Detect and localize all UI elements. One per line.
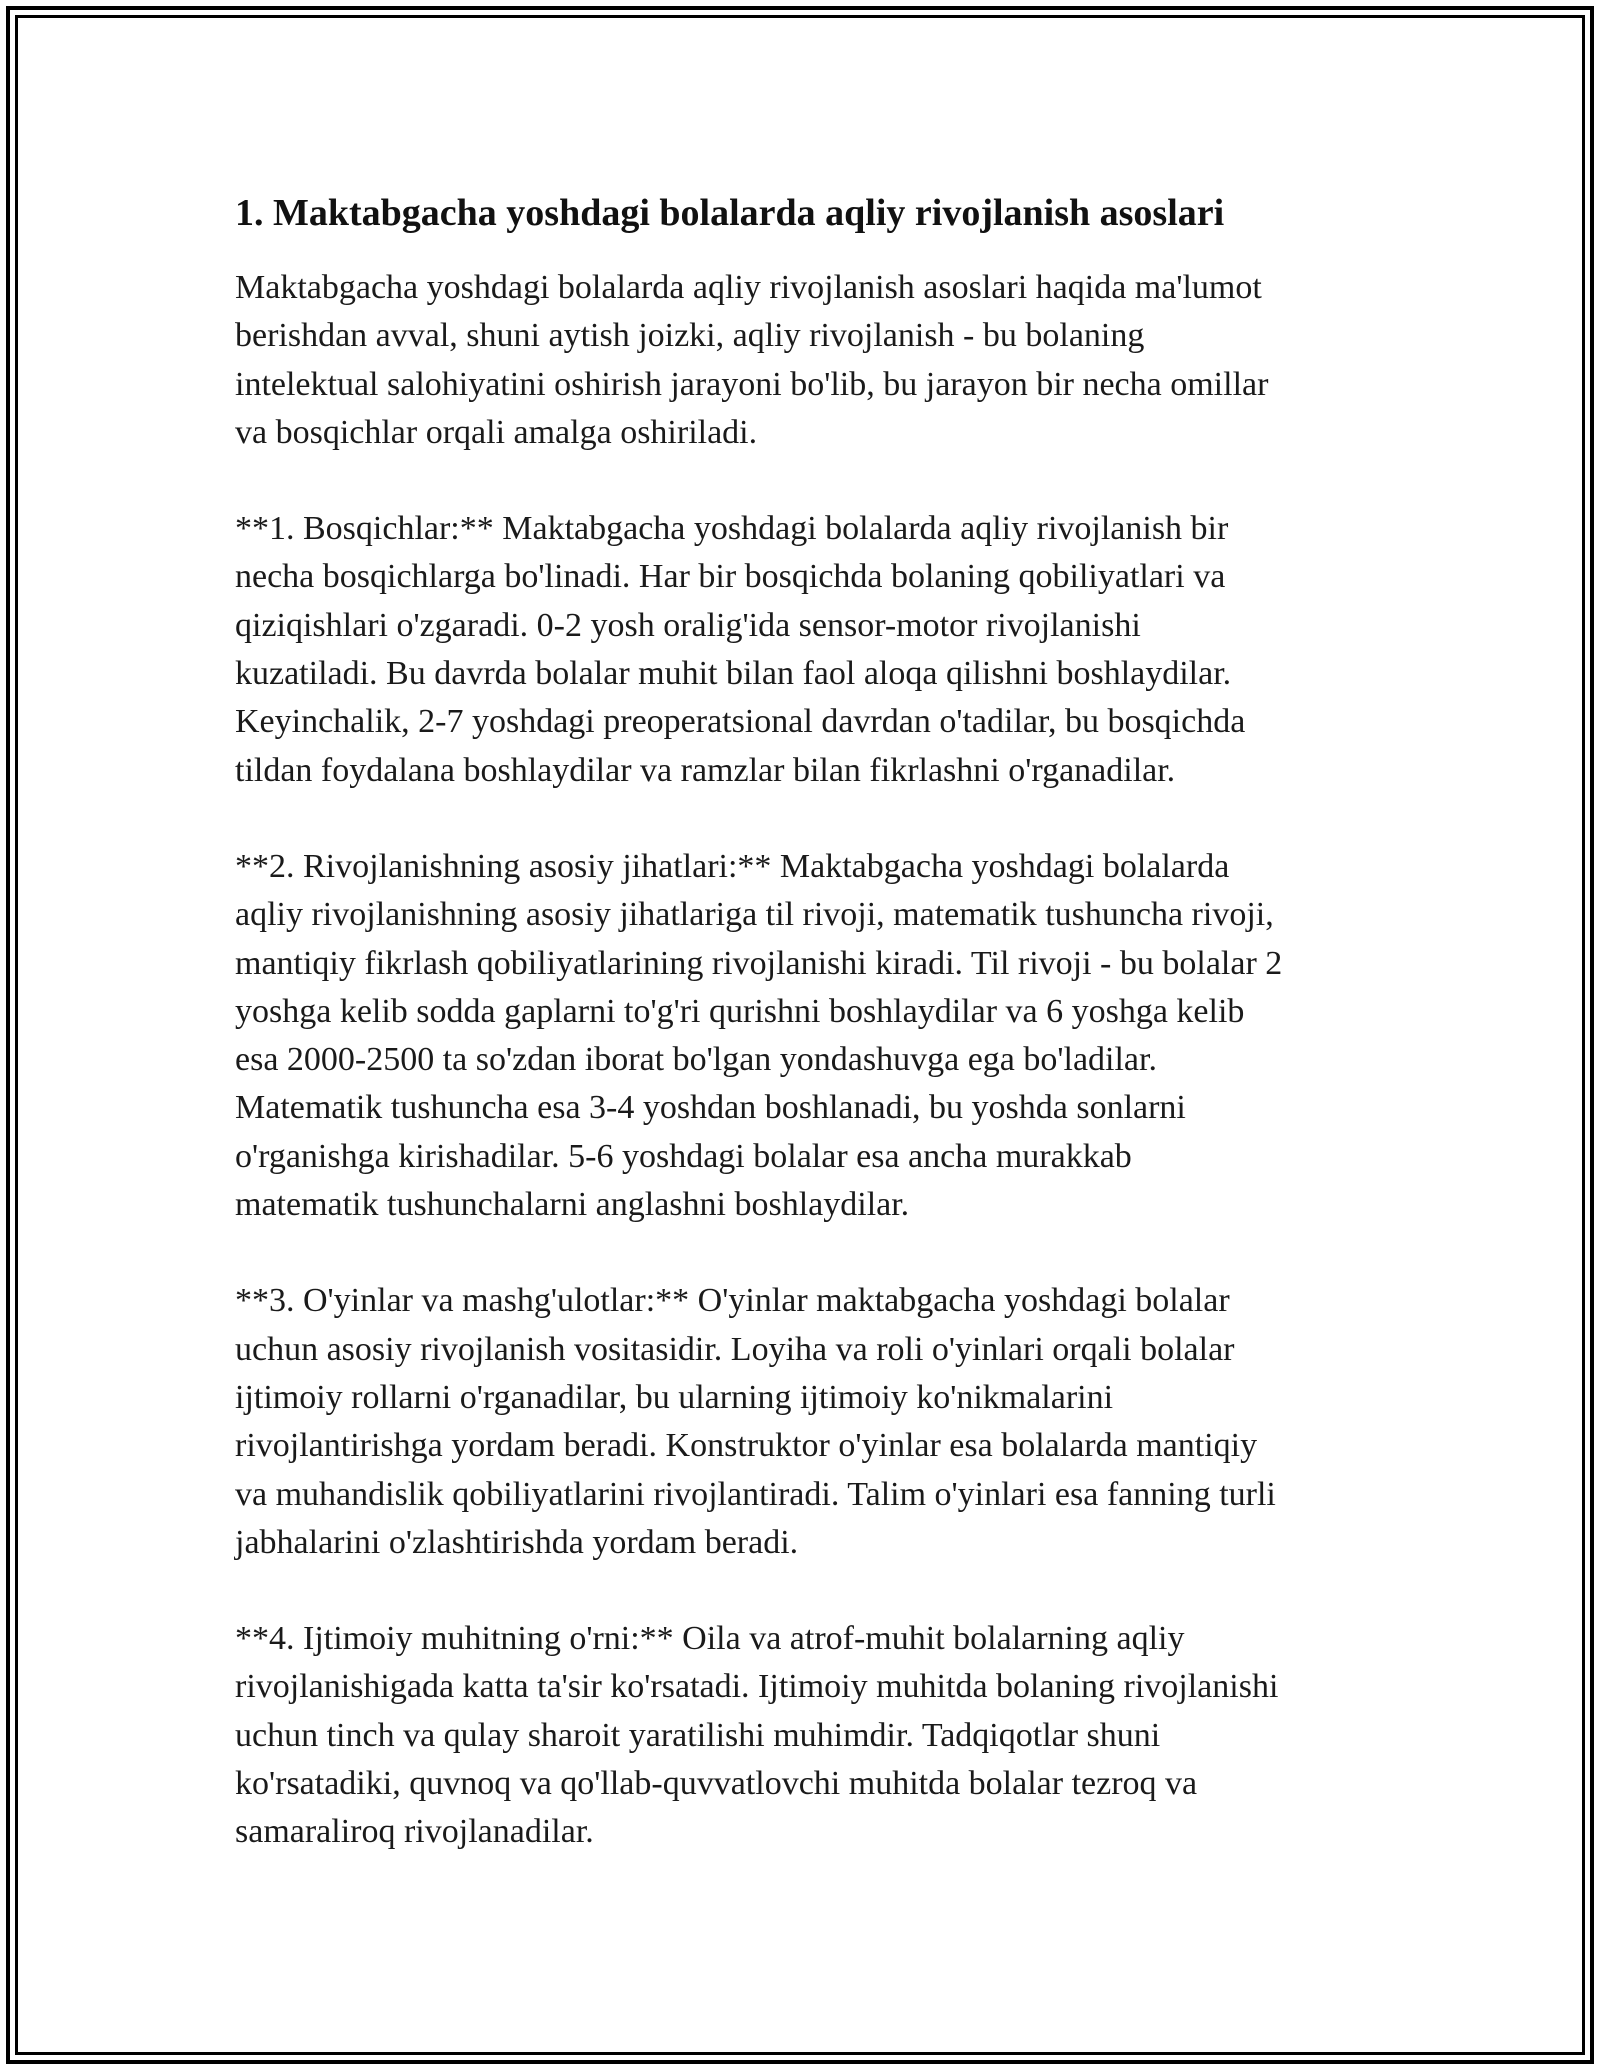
- paragraph-line: jabhalarini o'zlashtirishda yordam beradi.: [235, 1523, 799, 1561]
- paragraph-line: **3. O'yinlar va mashg'ulotlar:** O'yinlar maktabgacha yoshdagi bolalar: [235, 1282, 1230, 1320]
- paragraph-line: uchun asosiy rivojlanish vositasidir. Loyiha va roli o'yinlari orqali bolalar: [235, 1330, 1235, 1368]
- paragraph-line: uchun tinch va qulay sharoit yaratilishi muhimdir. Tadqiqotlar shuni: [235, 1716, 1161, 1754]
- paragraph-line: rivojlanishigada katta ta'sir ko'rsatadi. Ijtimoiy muhitda bolaning rivojlanishi: [235, 1668, 1279, 1706]
- paragraph-4: [235, 1277, 1380, 1567]
- paragraph-line: qiziqishlari o'zgaradi. 0-2 yosh oralig'ida sensor-motor rivojlanishi: [235, 606, 1141, 644]
- paragraph-2: [235, 505, 1380, 795]
- paragraph-line: esa 2000-2500 ta so'zdan iborat bo'lgan yondashuvga ega bo'ladilar.: [235, 1041, 1157, 1079]
- paragraph-line: rivojlantirishga yordam beradi. Konstruktor o'yinlar esa bolalarda mantiqiy: [235, 1427, 1258, 1465]
- document-body: [235, 188, 1380, 1905]
- paragraph-line: berishdan avval, shuni aytish joizki, aqliy rivojlanish - bu bolaning: [235, 317, 1145, 355]
- paragraph-line: ko'rsatadiki, quvnoq va qo'llab-quvvatlovchi muhitda bolalar tezroq va: [235, 1765, 1198, 1803]
- paragraph-line: **4. Ijtimoiy muhitning o'rni:** Oila va atrof-muhit bolalarning aqliy: [235, 1620, 1185, 1658]
- paragraph-line: yoshga kelib sodda gaplarni to'g'ri qurishni boshlaydilar va 6 yoshga kelib: [235, 992, 1245, 1030]
- paragraph-3: [235, 843, 1380, 1229]
- paragraph-line: matematik tushunchalarni anglashni boshlaydilar.: [235, 1186, 910, 1224]
- paragraph-line: aqliy rivojlanishning asosiy jihatlariga til rivoji, matematik tushuncha rivoji,: [235, 896, 1274, 934]
- paragraph-line: **2. Rivojlanishning asosiy jihatlari:** Maktabgacha yoshdagi bolalarda: [235, 847, 1230, 885]
- paragraph-line: tildan foydalana boshlaydilar va ramzlar bilan fikrlashni o'rganadilar.: [235, 751, 1176, 789]
- paragraph-line: kuzatiladi. Bu davrda bolalar muhit bilan faol aloqa qilishni boshlaydilar.: [235, 655, 1232, 693]
- paragraph-line: va muhandislik qobiliyatlarini rivojlantiradi. Talim o'yinlari esa fanning turli: [235, 1475, 1276, 1513]
- paragraph-line: ijtimoiy rollarni o'rganadilar, bu ularning ijtimoiy ko'nikmalarini: [235, 1378, 1114, 1416]
- document-title: 1. Maktabgacha yoshdagi bolalarda aqliy rivojlanish asoslari: [235, 192, 1225, 234]
- paragraph-line: mantiqiy fikrlash qobiliyatlarining rivojlanishi kiradi. Til rivoji - bu bolalar 2: [235, 944, 1283, 982]
- paragraph-5: [235, 1615, 1380, 1856]
- paragraph-line: va bosqichlar orqali amalga oshiriladi.: [235, 413, 758, 451]
- paragraph-line: intelektual salohiyatini oshirish jarayoni bo'lib, bu jarayon bir necha omillar: [235, 365, 1269, 403]
- paragraph-1: [235, 264, 1380, 457]
- paragraph-line: Maktabgacha yoshdagi bolalarda aqliy rivojlanish asoslari haqida ma'lumot: [235, 269, 1262, 306]
- paragraph-line: Keyinchalik, 2-7 yoshdagi preoperatsional davrdan o'tadilar, bu bosqichda: [235, 703, 1246, 741]
- paragraph-line: samaraliroq rivojlanadilar.: [235, 1813, 594, 1851]
- paragraph-line: necha bosqichlarga bo'linadi. Har bir bosqichda bolaning qobiliyatlari va: [235, 558, 1226, 596]
- paragraph-line: Matematik tushuncha esa 3-4 yoshdan boshlanadi, bu yoshda sonlarni: [235, 1089, 1186, 1127]
- paragraph-line: o'rganishga kirishadilar. 5-6 yoshdagi bolalar esa ancha murakkab: [235, 1137, 1132, 1175]
- paragraph-line: **1. Bosqichlar:** Maktabgacha yoshdagi bolalarda aqliy rivojlanish bir: [235, 510, 1229, 548]
- paragraph-list: [235, 264, 1380, 1857]
